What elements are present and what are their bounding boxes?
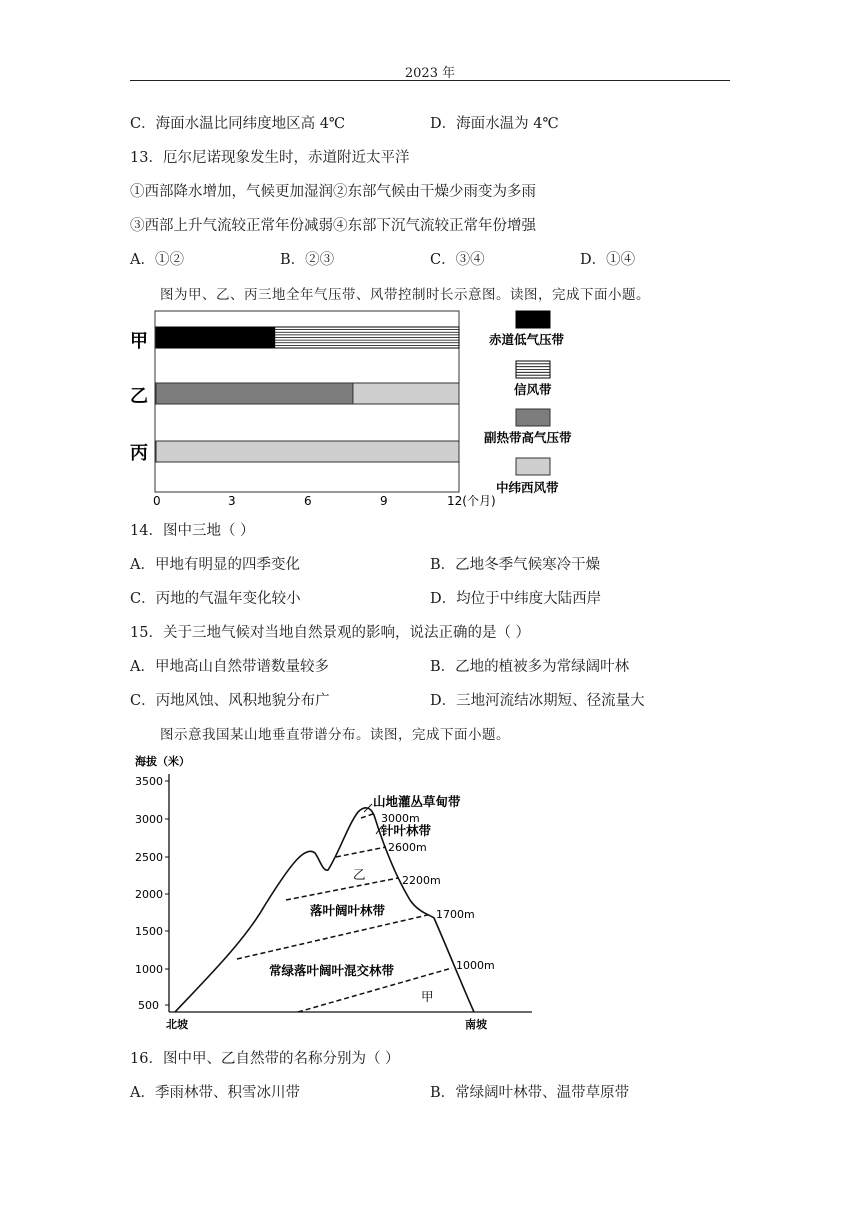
- q12-option-d: D．海面水温为 4℃: [430, 116, 559, 132]
- legend-label-equatorial-low: 赤道低气压带: [489, 332, 565, 347]
- x-tick-3: 3: [228, 494, 236, 508]
- zone-label-conifer: 针叶林带: [381, 823, 432, 838]
- q13-statements-1: ①西部降水增加，气候更加湿润②东部气候由干燥少雨变为多雨: [130, 184, 536, 200]
- q13-option-c: C．③④: [430, 252, 485, 268]
- q16-option-b: B．常绿阔叶林带、温带草原带: [430, 1085, 630, 1101]
- zone-label-jia: 甲: [421, 989, 434, 1004]
- zone-label-mixed-forest: 常绿落叶阔叶混交林带: [269, 963, 395, 978]
- zone-label-yi: 乙: [353, 867, 366, 882]
- page-header-year: 2023 年: [404, 66, 456, 81]
- figure1-intro: 图为甲、乙、丙三地全年气压带、风带控制时长示意图。读图，完成下面小题。: [160, 287, 650, 303]
- q15-option-c: C．丙地风蚀、风积地貌分布广: [130, 693, 330, 709]
- q14-option-d: D．均位于中纬度大陆西岸: [430, 591, 602, 607]
- mark-3000m: 3000m: [381, 812, 420, 825]
- q13-option-d: D．①④: [580, 252, 636, 268]
- mark-2600m: 2600m: [388, 841, 427, 854]
- x-tick-12: 12(个月): [447, 494, 496, 508]
- figure2-intro: 图示意我国某山地垂直带谱分布。读图，完成下面小题。: [160, 727, 510, 743]
- legend-label-westerlies: 中纬西风带: [496, 480, 559, 495]
- q15-stem: 15．关于三地气候对当地自然景观的影响，说法正确的是（ ）: [130, 625, 531, 641]
- y-axis-title: 海拔（米）: [135, 755, 190, 768]
- y-tick-500: 500: [138, 999, 159, 1012]
- mark-1000m: 1000m: [456, 959, 495, 972]
- legend-label-subtropical-high: 副热带高气压带: [484, 430, 572, 445]
- q14-option-c: C．丙地的气温年变化较小: [130, 591, 301, 607]
- y-tick-3500: 3500: [135, 775, 163, 788]
- row-label-jia: 甲: [130, 331, 148, 352]
- y-tick-2500: 2500: [135, 851, 163, 864]
- x-tick-9: 9: [380, 494, 388, 508]
- north-slope-label: 北坡: [166, 1018, 188, 1031]
- mark-2200m: 2200m: [402, 874, 441, 887]
- q14-option-b: B．乙地冬季气候寒冷干燥: [430, 557, 601, 573]
- q14-option-a: A．甲地有明显的四季变化: [130, 557, 300, 573]
- q15-option-b: B．乙地的植被多为常绿阔叶林: [430, 659, 630, 675]
- q15-option-a: A．甲地高山自然带谱数量较多: [130, 659, 329, 675]
- q12-option-c: C．海面水温比同纬度地区高 4℃: [130, 116, 346, 132]
- q13-option-a: A．①②: [130, 252, 184, 268]
- y-tick-3000: 3000: [135, 813, 163, 826]
- x-tick-0: 0: [153, 494, 161, 508]
- q16-option-a: A．季雨林带、积雪冰川带: [130, 1085, 300, 1101]
- legend-label-trade-wind: 信风带: [514, 382, 552, 397]
- q16-stem: 16．图中甲、乙自然带的名称分别为（ ）: [130, 1051, 400, 1067]
- y-tick-2000: 2000: [135, 888, 163, 901]
- q14-stem: 14．图中三地（ ）: [130, 523, 255, 539]
- q15-option-d: D．三地河流结冰期短、径流量大: [430, 693, 645, 709]
- q13-statements-2: ③西部上升气流较正常年份减弱④东部下沉气流较正常年份增强: [130, 218, 536, 234]
- q13-stem: 13．厄尔尼诺现象发生时，赤道附近太平洋: [130, 150, 410, 166]
- q13-option-b: B．②③: [280, 252, 335, 268]
- row-label-yi: 乙: [130, 386, 148, 407]
- south-slope-label: 南坡: [465, 1018, 487, 1031]
- y-tick-1000: 1000: [135, 963, 163, 976]
- mark-1700m: 1700m: [436, 908, 475, 921]
- zone-label-shrub-meadow: 山地灌丛草甸带: [373, 794, 461, 809]
- zone-label-deciduous: 落叶阔叶林带: [310, 903, 386, 918]
- row-label-bing: 丙: [130, 443, 148, 464]
- y-tick-1500: 1500: [135, 925, 163, 938]
- x-tick-6: 6: [304, 494, 312, 508]
